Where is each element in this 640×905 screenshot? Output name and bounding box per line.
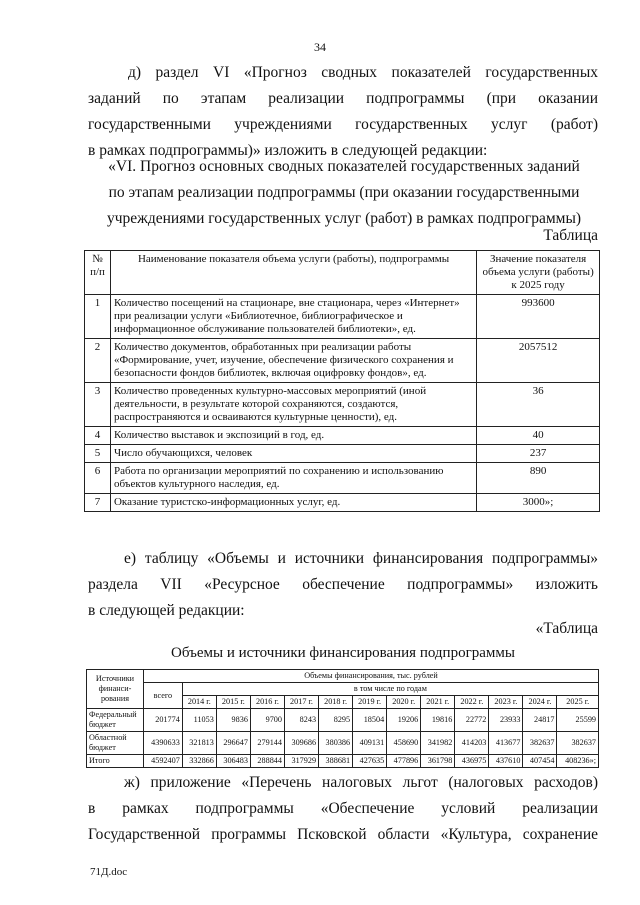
cell: 279144	[250, 732, 284, 755]
cell: 25599	[557, 709, 599, 732]
cell: 9836	[216, 709, 250, 732]
row-name: Работа по организации мероприятий по сохранению и использованию объектов культурного наследия, ед.	[110, 463, 476, 494]
cell: 382637	[523, 732, 557, 755]
row-value: 993600	[477, 295, 600, 339]
cell: 288844	[250, 755, 284, 768]
row-name: Количество документов, обработанных при реализации работы «Формирование, учет, изучение, обеспечение физического сохранения и безопасности фондов библиотек, включая оцифровку фондов», ед.	[110, 339, 476, 383]
section-title-line: по этапам реализации подпрограммы (при оказании государственными	[108, 184, 580, 201]
mid-line: раздела VII «Ресурсное обеспечение подпрограммы» изложить	[88, 576, 598, 593]
row-name: Количество проведенных культурно-массовых мероприятий (иной деятельности, в результате которой сохраняются, создаются, распространяются и осваиваются культурные ценности), ед.	[110, 383, 476, 427]
financing-table	[86, 669, 599, 768]
mid-line: в следующей редакции:	[88, 602, 245, 619]
indicators-table	[84, 250, 600, 512]
row-value: 890	[477, 463, 600, 494]
header-name: Наименование показателя объема услуги (работы), подпрограммы	[110, 251, 476, 295]
cell: 380386	[319, 732, 353, 755]
cell: 332866	[182, 755, 216, 768]
cell: 341982	[421, 732, 455, 755]
table-row	[85, 339, 600, 383]
header-source: Источники финанси-рования	[87, 670, 144, 709]
cell: 437610	[489, 755, 523, 768]
intro-line: в рамках подпрограммы)» изложить в следующей редакции:	[88, 142, 488, 159]
header-total: всего	[144, 683, 183, 709]
table-header-row	[85, 251, 600, 295]
section-title	[88, 154, 600, 232]
header-year: 2020 г.	[387, 696, 421, 709]
cell: 18504	[353, 709, 387, 732]
row-value: 2057512	[477, 339, 600, 383]
table-row	[85, 445, 600, 463]
header-year: 2022 г.	[455, 696, 489, 709]
cell: 388681	[319, 755, 353, 768]
cell: 408236»;	[557, 755, 599, 768]
header-year: 2018 г.	[319, 696, 353, 709]
table1-caption: Таблица	[543, 227, 598, 244]
row-label: Федеральный бюджет	[87, 709, 144, 732]
header-year: 2023 г.	[489, 696, 523, 709]
header-year: 2015 г.	[216, 696, 250, 709]
table-header-row	[87, 683, 599, 696]
header-year: 2025 г.	[557, 696, 599, 709]
header-volume: Объемы финансирования, тыс. рублей	[144, 670, 599, 683]
row-value: 237	[477, 445, 600, 463]
header-year: 2019 г.	[353, 696, 387, 709]
cell: 23933	[489, 709, 523, 732]
cell: 361798	[421, 755, 455, 768]
cell: 19206	[387, 709, 421, 732]
header-year: 2024 г.	[523, 696, 557, 709]
row-total: 4390633	[144, 732, 183, 755]
intro-line: государственными учреждениями государственных услуг (работ)	[88, 116, 598, 133]
outro-line: ж) приложение «Перечень налоговых льгот (налоговых расходов)	[124, 774, 598, 791]
row-value: 36	[477, 383, 600, 427]
cell: 477896	[387, 755, 421, 768]
row-total: 4592407	[144, 755, 183, 768]
cell: 296647	[216, 732, 250, 755]
intro-line: заданий по этапам реализации подпрограммы (при оказании	[88, 90, 598, 107]
cell: 19816	[421, 709, 455, 732]
table-row	[85, 494, 600, 512]
outro-line: в рамках подпрограммы «Обеспечение условий реализации	[88, 800, 598, 817]
row-num: 7	[85, 494, 111, 512]
row-name: Количество посещений на стационаре, вне стационара, через «Интернет» при реализации услуги «Библиотечное, библиографическое и информационное обслуживание пользователей библиотеки», ед.	[110, 295, 476, 339]
mid-paragraph	[88, 546, 598, 624]
row-num: 5	[85, 445, 111, 463]
row-name: Количество выставок и экспозиций в год, ед.	[110, 427, 476, 445]
table-row	[85, 427, 600, 445]
cell: 8295	[319, 709, 353, 732]
table-row	[87, 755, 599, 768]
row-value: 3000»;	[477, 494, 600, 512]
footer-filename: 71Д.doc	[90, 866, 128, 878]
row-label: Областной бюджет	[87, 732, 144, 755]
mid-line: е) таблицу «Объемы и источники финансирования подпрограммы»	[124, 550, 598, 567]
cell: 309686	[284, 732, 318, 755]
cell: 11053	[182, 709, 216, 732]
row-num: 6	[85, 463, 111, 494]
row-name: Число обучающихся, человек	[110, 445, 476, 463]
header-year: 2016 г.	[250, 696, 284, 709]
table2-caption: «Таблица	[535, 620, 598, 637]
table-row	[87, 732, 599, 755]
row-num: 3	[85, 383, 111, 427]
row-num: 4	[85, 427, 111, 445]
cell: 414203	[455, 732, 489, 755]
header-years-group: в том числе по годам	[182, 683, 598, 696]
cell: 382637	[557, 732, 599, 755]
cell: 8243	[284, 709, 318, 732]
header-year: 2014 г.	[182, 696, 216, 709]
outro-line: Государственной программы Псковской области «Культура, сохранение	[88, 826, 598, 843]
row-name: Оказание туристско-информационных услуг, ед.	[110, 494, 476, 512]
row-num: 2	[85, 339, 111, 383]
table-row	[85, 295, 600, 339]
intro-paragraph	[88, 60, 598, 164]
table-row	[87, 709, 599, 732]
section-title-line: учреждениями государственных услуг (работ) в рамках подпрограммы)	[106, 210, 582, 227]
section-title-line: «VI. Прогноз основных сводных показателей государственных заданий	[108, 158, 580, 175]
outro-paragraph	[88, 770, 598, 848]
cell: 24817	[523, 709, 557, 732]
table-row	[85, 383, 600, 427]
cell: 317929	[284, 755, 318, 768]
row-num: 1	[85, 295, 111, 339]
row-total: 201774	[144, 709, 183, 732]
row-value: 40	[477, 427, 600, 445]
header-year: 2021 г.	[421, 696, 455, 709]
table-row	[85, 463, 600, 494]
table-header-row	[87, 670, 599, 683]
cell: 306483	[216, 755, 250, 768]
cell: 458690	[387, 732, 421, 755]
page-number: 34	[314, 40, 326, 54]
cell: 22772	[455, 709, 489, 732]
header-value: Значение показателя объема услуги (работы) к 2025 году	[477, 251, 600, 295]
cell: 436975	[455, 755, 489, 768]
cell: 407454	[523, 755, 557, 768]
header-year: 2017 г.	[284, 696, 318, 709]
table2-title: Объемы и источники финансирования подпрограммы	[171, 645, 515, 661]
intro-line: д) раздел VI «Прогноз сводных показателей государственных	[128, 64, 598, 81]
cell: 427635	[353, 755, 387, 768]
cell: 409131	[353, 732, 387, 755]
cell: 321813	[182, 732, 216, 755]
row-label: Итого	[87, 755, 144, 768]
header-num: № п/п	[85, 251, 111, 295]
cell: 9700	[250, 709, 284, 732]
cell: 413677	[489, 732, 523, 755]
